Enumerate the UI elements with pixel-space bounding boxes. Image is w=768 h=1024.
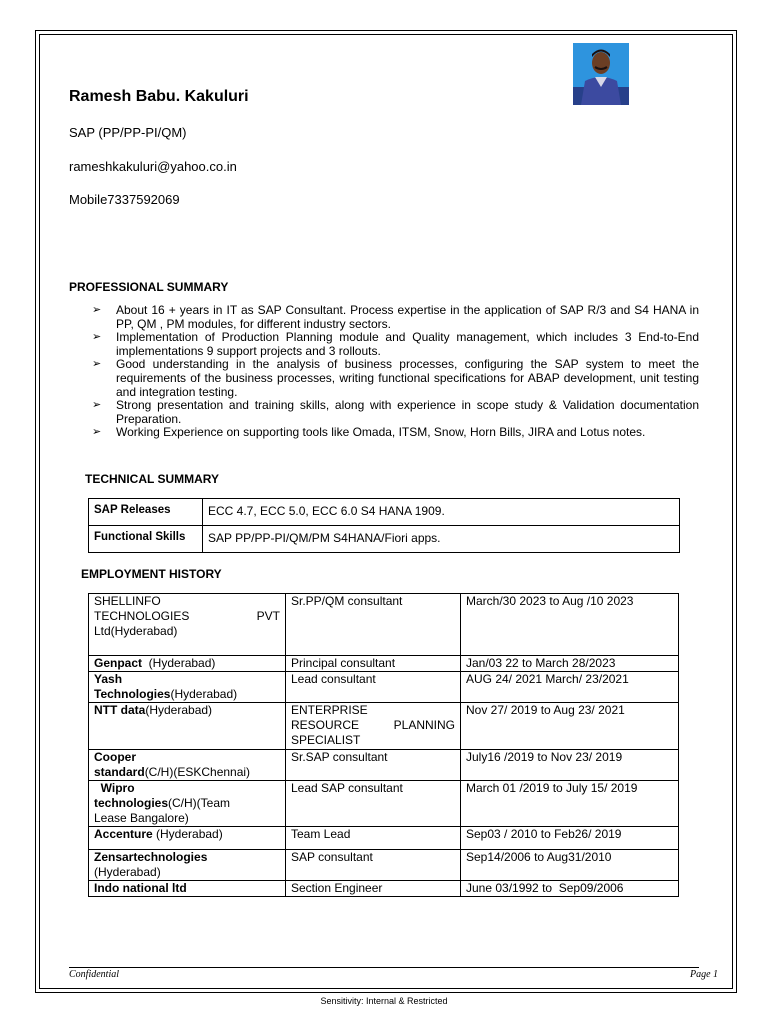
period-cell: Jan/03 22 to March 28/2023: [461, 656, 679, 672]
summary-item: ➢ Implementation of Production Planning module and Quality management, which includes 3 End-to-End implementations 9 support projects and 3 rollouts.: [92, 330, 699, 358]
company-cell: Yash Technologies(Hyderabad): [89, 672, 286, 703]
company-cell: Cooper standard(C/H)(ESKChennai): [89, 750, 286, 781]
table-row: [89, 827, 679, 850]
company-cell: Wipro technologies(C/H)(Team Lease Bangalore): [89, 781, 286, 827]
tech-value: SAP PP/PP-PI/QM/PM S4HANA/Fiori apps.: [203, 526, 680, 553]
table-row: [89, 672, 679, 703]
role-cell: Sr.PP/QM consultant: [286, 594, 461, 656]
bullet-arrow-icon: ➢: [92, 399, 102, 412]
table-row: [89, 781, 679, 827]
summary-item: ➢ Strong presentation and training skills, along with experience in scope study & Validation documentation Preparation.: [92, 398, 699, 426]
role-cell: SAP consultant: [286, 850, 461, 881]
technical-summary-table: [88, 498, 680, 553]
candidate-email: rameshkakuluri@yahoo.co.in: [69, 159, 237, 174]
table-row: [89, 594, 679, 656]
table-row: [89, 881, 679, 897]
role-cell: Team Lead: [286, 827, 461, 850]
period-cell: March/30 2023 to Aug /10 2023: [461, 594, 679, 656]
summary-item: ➢ About 16 + years in IT as SAP Consultant. Process expertise in the application of SAP R/3 and S4 HANA in PP, QM , PM modules, for different industry sectors.: [92, 303, 699, 331]
professional-summary-heading: PROFESSIONAL SUMMARY: [69, 280, 229, 294]
role-cell: Principal consultant: [286, 656, 461, 672]
company-cell: Zensartechnologies (Hyderabad): [89, 850, 286, 881]
bullet-arrow-icon: ➢: [92, 358, 102, 371]
bullet-arrow-icon: ➢: [92, 331, 102, 344]
role-cell: Lead consultant: [286, 672, 461, 703]
role-cell: ENTERPRISE RESOURCE PLANNING SPECIALIST: [286, 703, 461, 750]
period-cell: AUG 24/ 2021 March/ 23/2021: [461, 672, 679, 703]
table-row: [89, 750, 679, 781]
candidate-role: SAP (PP/PP-PI/QM): [69, 125, 187, 140]
role-cell: Lead SAP consultant: [286, 781, 461, 827]
tech-key: Functional Skills: [89, 526, 203, 553]
role-cell: Sr.SAP consultant: [286, 750, 461, 781]
table-row: [89, 850, 679, 881]
company-cell: Accenture (Hyderabad): [89, 827, 286, 850]
candidate-mobile: Mobile7337592069: [69, 192, 180, 207]
period-cell: June 03/1992 to Sep09/2006: [461, 881, 679, 897]
company-cell: Genpact (Hyderabad): [89, 656, 286, 672]
summary-item: ➢ Good understanding in the analysis of business processes, configuring the SAP system to meet the requirements of the business processes, writing functional specifications for ABAP development, unit testing and integration testing.: [92, 357, 699, 399]
tech-key: SAP Releases: [89, 499, 203, 526]
footer-page-number: Page 1: [690, 969, 719, 980]
bullet-arrow-icon: ➢: [92, 304, 102, 316]
period-cell: Nov 27/ 2019 to Aug 23/ 2021: [461, 703, 679, 750]
period-cell: Sep03 / 2010 to Feb26/ 2019: [461, 827, 679, 850]
technical-summary-heading: TECHNICAL SUMMARY: [85, 472, 219, 486]
company-cell: NTT data(Hyderabad): [89, 703, 286, 750]
table-row: [89, 703, 679, 750]
period-cell: July16 /2019 to Nov 23/ 2019: [461, 750, 679, 781]
employment-history-heading: EMPLOYMENT HISTORY: [81, 567, 222, 581]
role-cell: Section Engineer: [286, 881, 461, 897]
summary-item: ➢ Working Experience on supporting tools like Omada, ITSM, Snow, Horn Bills, JIRA and Lotus notes.: [92, 425, 646, 440]
tech-value: ECC 4.7, ECC 5.0, ECC 6.0 S4 HANA 1909.: [203, 499, 680, 526]
employment-history-table: [88, 593, 679, 897]
period-cell: March 01 /2019 to July 15/ 2019: [461, 781, 679, 827]
table-row: [89, 656, 679, 672]
period-cell: Sep14/2006 to Aug31/2010: [461, 850, 679, 881]
company-cell: Indo national ltd: [89, 881, 286, 897]
footer-confidential: Confidential: [69, 969, 119, 980]
sensitivity-label: Sensitivity: Internal & Restricted: [320, 996, 448, 1006]
bullet-arrow-icon: ➢: [92, 426, 102, 439]
professional-summary-list: [92, 304, 699, 440]
table-row: [89, 526, 680, 553]
profile-photo: [573, 43, 629, 105]
footer-divider: [69, 967, 699, 968]
company-cell: SHELLINFO TECHNOLOGIES PVT Ltd(Hyderabad): [89, 594, 286, 656]
table-row: [89, 499, 680, 526]
candidate-name: Ramesh Babu. Kakuluri: [69, 88, 249, 105]
